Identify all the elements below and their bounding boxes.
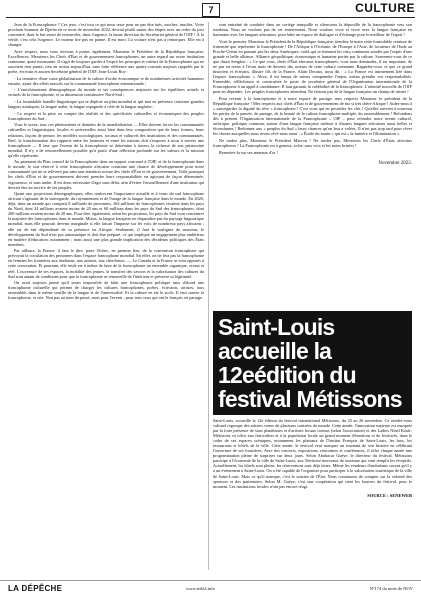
feature-source: SOURCE : SENEWEB [367, 492, 412, 498]
feature-headline-box [213, 311, 412, 415]
page-footer [0, 580, 421, 599]
article-paragraph: Quant aux projections démographiques, elles renforcent l'importance actuelle et à venir du sud francophone africain s'agissant de la sauvegarde, du rayonnement et de l'usage de la langue française dans le monde. En 2020, déjà, dans un monde qui comptait 8 milliards de personnes, 164 millions de francophones vivaient dans les pays du Nord, dont 24 millions avaient moins de 20 ans et 60 millions dans les pays du Sud des francophones, dont 200 millions avaient moins de 20 ans. Pour dire, également, selon les projections, les pays du Sud vont concentrer la majorité des francophones dans le monde. Mieux, la langue française ne disparaîtra pas du paysage linguistique mondial, mais elle pourrait devenir marginale si elle faisait l'impasse sur les voix de nombreux pays africains ; elle est de fait dépendante de sa présence en Afrique. Seulement, il faut le souligner de nouveau, le développement du Sud n'est pas automatique et doit être préparé, ce qui implique un engagement plus ambitieux en matière d'éducation, notamment ; mais aussi une plus grande implication des décideurs politiques des États membres. [8, 191, 204, 247]
footer-issue: Nº174 du mois de NOV [369, 586, 413, 591]
feature-body [213, 418, 412, 489]
article-paragraph: Jeux de la Francophonie ? Ces jeux, c'est tout ce qui nous reste pour ne pas être tués, moches, inutiles. Votre prochain Sommet de Djerba en ce mois de novembre 2022, devrait plutôt sauter des étapes avec un ordre du jour concentré, dont le but serait de renouveler, dans l'urgence, la haute direction du Secrétariat général de l'OIF ! À la vérité, c'est cela l'urgence. Le moteur tire pas en panne. Il est mort. La voiture n'est pas à remorquer. Elle est à changer. [8, 22, 204, 48]
header-rule [6, 17, 415, 18]
feature-headline: Saint-Louis accueille la 12eédition du festival Métissons [218, 314, 402, 412]
footer-website: www.ted24.info [186, 586, 215, 591]
article-paragraph: Pour revenir à la francophonie et à notre espace de partage, mes respects Monsieur le président de la République française ! Mes respects aux chefs d'État et de gouvernement de ma si très chère Afrique ! Aidez-nous à « sauvegarder la dignité du rêve » francophone ! C'est vous qui en possédez les clés ! Qu'elles ouvrent à nouveau les portes de la pensée, de partage, de la beauté de la culture francophone multiple, du rassemblement ! Refondons dès à présent l'Organisation internationale de la Francophonie – OIF – pour refonder notre avenir culturel, artistique, politique commun, autour d'une langue française métisse à d'autres langues africaines aussi belles et fécondantes ! Redonnez aux « peuples du Sud » leurs chances qu'on leur a volées. Il n'est pas trop tard pour rêver les choses auxquelles nous avons rêvé nous aussi : « Étoile du matin » qui est « la lumière et l'illumination ». [213, 95, 412, 137]
article-left-column [8, 22, 204, 302]
article-paragraph: - La formidable bataille linguistique qui se déploie au plan mondial et qui met en présence certaines grandes langues asiatiques, la langue arabe, la langue espagnole à côté de la langue anglaise ; [8, 99, 204, 110]
article-paragraph: Au paiement du Plan conseil de la Francophonie dans un rapport concerné à l'OIF, et de la francophonie dans le monde, le sort réservé à cette francophonie africaine constitue une chance de développement pour notre communauté qui ne se relèvera pas sans une attention accrue des chefs d'État et de gouvernement. Voilà pourquoi les chefs d'État et de gouvernement doivent prendre leurs responsabilités en agissant de façon déterminée, vigoureuse, et sans tarder. Il est donc nécessaire d'agir sans délai, afin d'éviter l'essoufflement d'une institution qui devrait être au service de ses peuples. [8, 159, 204, 190]
article-paragraph: Par ailleurs, la France, il faut le dire, porte l'échec, en premier lieu, de la convention francophone qui prévoyait la circulation des personnes dans l'espace francophone mondial. En effet, on ne fera pas la francophonie en fermant les frontières aux étudiants, aux artistes, aux chercheurs. — Le Canada et la France se sont opposés à cette convention. Et pourtant, elle seule est à même de faire de la francophonie un ensemble organique, vivant et réel. L'ouverture de ses espaces, la mobilité des jeunes, le transfert des savoirs et la valorisation des cultures du Sud sont autant de conditions pour que la francophonie se renouvelle de l'intérieur et préserve sa légitimité. [8, 248, 204, 279]
article-paragraph: Remettez-la sur ses anneaux d'or ! [219, 149, 278, 155]
article-paragraph: Ne tardez plus, Monsieur le Président Macron ! Ne tardez pas, Messieurs les Chefs d'États africains francophones ! La Francophonie est à genoux, siche, sans voix et les notes brisées ! [213, 137, 412, 148]
article-paragraph: On avait toujours pensé qu'il serait impossible de bâtir une francophonie politique sans d'abord une francophonie culturelle qui permet de charger les cultures francophones, poètes, écrivains, artistes, tous rassemblés dans le même souffle de la langue et de l'universalité. Et la culture en est le socle. Il faut sauver la francophonie, et vite. Non pas au nom du passé, mais pour l'avenir ; pour tous ceux qui ont le français en partage. [8, 280, 204, 301]
page-number: 7 [202, 3, 220, 17]
article-paragraph: - Le respect et la prise en compte des réalités et des spécificités culturelles et économiques des peuples francophones du Sud ; [8, 110, 204, 121]
article-paragraph: - L'enrichissement démographique du monde et ses conséquences majeures sur les équilibres actuels et virtuels de la francophonie, et sa dimension constitutive Nord-Sud ; [8, 87, 204, 98]
article-paragraph: Vous le premier, Monsieur le Président de la République française, tiendrez la main cette formidable ceinture de fraternité que représente la francophonie ! De l'Afrique à l'Océanie, de l'Europe à l'Asie, de locuteurs de l'Inde au Proche-Orient en passant par les deux Amériques, voilà qui se tiennent les cinq continents soudés par l'esprit d'une grande et belle alliance. Alliance géopolitique, économique et humaine portée par la culture. Souvenez-vous de ce que disait Senghor : « Ce que vous, chefs d'État africains francophones, vous nous demandez, il est important, de ne pas en rester à l'écart mais de devenir des acteurs de cette culture commune. Rappelez-vous ce que ce grand historien et écrivain, illustre fils de la France, Alain Decaux, nous dit : « La France est intimement liée dans l'espace francophone. » Alors, il est temps de mieux comprendre l'enjeu, mieux prendre vos responsabilités. Ensemble, réfléchissez et construisez le poste de secrétaire général de l'Organisation internationale de la Francophonie à un appel à candidature. Il faut garantir la crédibilité de la francophonie. L'identité nouvelle de l'OIF peut en dépendre. Les peuples francophones attendent. Ne faisons pas de la langue française un champ de ruines ! [213, 38, 412, 95]
feature-article [213, 311, 412, 498]
article-paragraph: Saint-Louis, accueille la 12e édition du festival international Métissons, du 25 au 26 novembre. Ce rendez-vous culturel regroupe des artistes venus de plusieurs contrées du monde. Cette année, l'innovation majeure est marquée par la forte présence de stars planétaires et d'artistes locaux connus (selon l'association) et des Ladies Ninel Kouk-Métissons va offrir aux festivaliers et à la population locale un grand moment d'émotions et de festivités, dans le cadre de ses espaces scéniques, notamment les plateaux de l'Institut Français de Saint-Louis, les bars, les restaurants et hôtels de la ville. Cette année, le festival veut marquer un tournant de son histoire en célébrant l'ouverture de ses frontières. Avec des concerts, expositions, rencontres et conférences, il offre chaque année une programmation pleine de surprises sur deux jours. Selon Abubacar Guèye, le directeur du festival, Métissons participe à l'économie de la ville de Saint-Louis, aux Territoire nouveaux de tourisme qui vont remplir les réceptifs. Actuellement, les hôtels sont pleins, les réservations sont déjà faites. Même les vendeurs d'ambulants savent qu'il y a un événement à Saint-Louis. On a été capable de l'organiser pour participer à la valorisation touristique de la ville de Saint-Louis. Mais ce qu'il manque, c'est le soutien de l'État. Nous continuons de compter sur la volonté des sponsors et des partenaires. Selon M. Guèye, c'est une coopération qui tient les bourses du festival, pour le moment. Les institutions locales n'ont pas encore réagi. [213, 418, 412, 489]
article-paragraph: - La tentative d'une vaste globalisation de la culture d'ordre économique et de nombreuses activités humaines ensuite, ayant des effets massifs sur la communauté francophone internationale ; [8, 75, 204, 86]
page-header [0, 0, 421, 16]
footer-brand: LA DÉPÊCHE [8, 584, 63, 593]
article-date: Novembre 2022. [378, 160, 412, 166]
column-divider [208, 22, 209, 570]
article-paragraph: sont entraîné de conduire dans un cortège tranquille et silencieux la dépouille de la francophonie vers son tombeau. Nous ne voulons pas de cet enterrement. Nous voulons vivre et vivre avec la langue française en harmonie avec les langues africaines, pour bâtir un espace de dialogue et d'échange pour le meilleur de l'esprit ! [213, 22, 412, 38]
article-paragraph: Vous le savez, tous ces phénomènes et données de la mondialisation — Elles doivent forcer les communautés culturelles et linguistiques, locales et universelles aussi bien dans leur composition que de leurs formes, leurs relations, façons de penser, les modèles sociologiques, sociaux et culturels des institutions et des communautés. Bref, la transformation des rapports entre les hommes et entre les nations doit s'imposer à nous à travers une francophonie — Il faut que l'avenir de la francophonie se détermine à travers la richesse de son patrimoine mondial. Il n'y a de renouvellement possible qu'à partir d'une réflexion profonde sur les valeurs et la mission qu'elle représente. [8, 122, 204, 158]
article-right-column [213, 22, 412, 166]
article-paragraph: Avec respect, nous vous incitons à porter, également, Monsieur le Président de la République française, Excellences, Messieurs les Chefs d'État et de gouvernement francophones, un autre regard sur notre institution commune, quasi moursante. Il s'agit de toujours garder à l'esprit les principes et valeurs de la Francophonie qui ne suscitent rien parmi, rien en action aujourd'hui, sans faire référence aux quatre constats majeurs rappelés par le poète, écrivain et ancien Secrétaire général de l'OIF, Jean-Louis Roy : [8, 48, 204, 75]
right-column-paragraphs [213, 22, 412, 155]
section-title: CULTURE [335, 0, 415, 16]
